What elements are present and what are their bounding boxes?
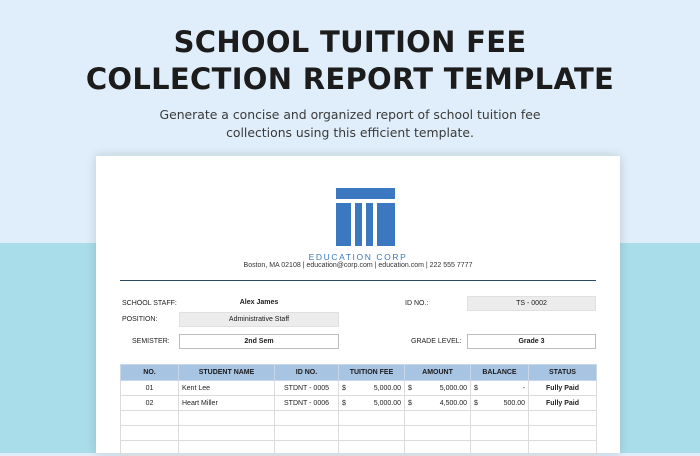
student-id[interactable]: STDNT - 0006 (275, 396, 339, 411)
column-header: AMOUNT (405, 365, 471, 381)
amount-cell[interactable] (405, 396, 471, 411)
row-number[interactable]: 01 (121, 381, 179, 396)
grade-level-field[interactable]: Grade 3 (467, 334, 596, 349)
table-header-row (121, 365, 597, 381)
company-logo-icon (336, 188, 395, 246)
column-header: NO. (121, 365, 179, 381)
subtitle-line-2: collections using this efficient template. (226, 125, 474, 140)
column-header: BALANCE (471, 365, 529, 381)
table-row-empty[interactable] (121, 411, 597, 426)
column-header: STUDENT NAME (179, 365, 275, 381)
title-line-2: COLLECTION REPORT TEMPLATE (85, 62, 615, 96)
balance-value: 500.00 (503, 399, 525, 407)
semester-field[interactable]: 2nd Sem (179, 334, 339, 349)
position-label: POSITION: (122, 316, 158, 323)
tuition-fee-cell[interactable] (339, 381, 405, 396)
report-document (96, 156, 620, 453)
currency-symbol: $ (474, 399, 478, 407)
school-staff-field[interactable]: Alex James (239, 299, 279, 306)
currency-symbol: $ (342, 399, 346, 407)
currency-symbol: $ (408, 384, 412, 392)
company-name: EDUCATION CORP (308, 252, 408, 262)
column-header: TUITION FEE (339, 365, 405, 381)
semester-label: SEMISTER: (132, 338, 170, 345)
status-badge[interactable]: Fully Paid (529, 381, 597, 396)
student-name[interactable]: Heart Miller (179, 396, 275, 411)
balance-value: - (522, 384, 525, 392)
grade-level-label: GRADE LEVEL: (411, 338, 462, 345)
tuition-fee-value: 5,000.00 (373, 384, 401, 392)
header-divider (120, 280, 596, 281)
currency-symbol: $ (408, 399, 412, 407)
id-field[interactable]: TS - 0002 (467, 296, 596, 311)
subtitle-line-1: Generate a concise and organized report of school tuition fee (159, 107, 541, 122)
tuition-fee-cell[interactable] (339, 396, 405, 411)
currency-symbol: $ (342, 384, 346, 392)
column-header: ID NO. (275, 365, 339, 381)
table-row-empty[interactable] (121, 441, 597, 456)
amount-cell[interactable] (405, 381, 471, 396)
table-row[interactable] (121, 396, 597, 411)
status-badge[interactable]: Fully Paid (529, 396, 597, 411)
row-number[interactable]: 02 (121, 396, 179, 411)
page-title (0, 24, 700, 98)
student-id[interactable]: STDNT - 0005 (275, 381, 339, 396)
position-field[interactable]: Administrative Staff (179, 312, 339, 327)
currency-symbol: $ (474, 384, 478, 392)
page-subtitle (120, 106, 580, 142)
balance-cell[interactable] (471, 396, 529, 411)
company-contact: Boston, MA 02108 | education@corp.com | education.com | 222 555 7777 (243, 262, 473, 269)
student-name[interactable]: Kent Lee (179, 381, 275, 396)
tuition-table (120, 364, 597, 456)
tuition-fee-value: 5,000.00 (373, 399, 401, 407)
id-label: ID NO.: (405, 300, 429, 307)
column-header: STATUS (529, 365, 597, 381)
amount-value: 4,500.00 (439, 399, 467, 407)
amount-value: 5,000.00 (439, 384, 467, 392)
table-row[interactable] (121, 381, 597, 396)
balance-cell[interactable] (471, 381, 529, 396)
title-line-1: SCHOOL TUITION FEE (173, 25, 527, 59)
school-staff-label: SCHOOL STAFF: (122, 300, 177, 307)
table-row-empty[interactable] (121, 426, 597, 441)
